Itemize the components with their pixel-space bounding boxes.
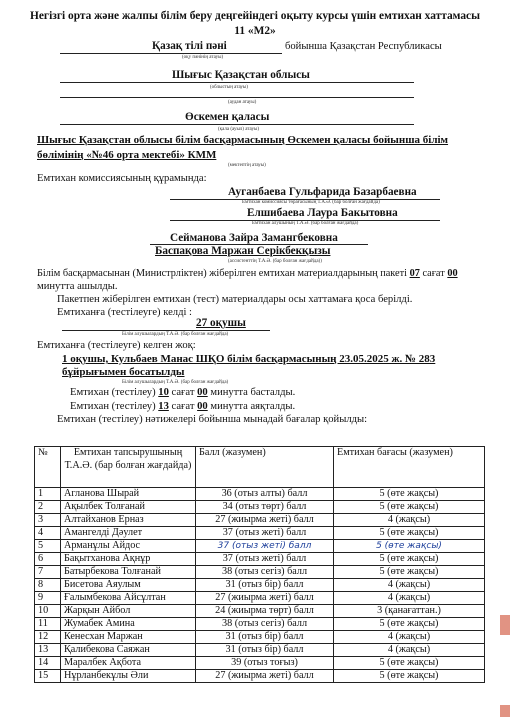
student-name: Алтайханов Ерназ <box>61 514 196 527</box>
row-number: 15 <box>35 670 61 683</box>
grade-cell: 5 (өте жақсы) <box>334 553 485 566</box>
table-row <box>35 514 485 527</box>
results-intro: Емтихан (тестілеу) нәтижелері бойынша мынадай бағалар қойылды: <box>57 414 368 425</box>
row-number: 10 <box>35 605 61 618</box>
package-text-a: Білім басқармасынан (Министрліктен) жіберілген емтихан материалдарының пакеті 07 сағат 00 <box>37 268 458 279</box>
arrived-label: Емтиханға (тестілеуге) келді : <box>57 307 192 318</box>
col-number-header: № <box>35 447 61 488</box>
grade-cell: 4 (жақсы) <box>334 644 485 657</box>
region-underline <box>60 82 414 83</box>
grade-cell: 4 (жақсы) <box>334 579 485 592</box>
grades-body <box>35 488 485 683</box>
row-number: 8 <box>35 579 61 592</box>
table-row <box>35 540 485 553</box>
row-number: 11 <box>35 618 61 631</box>
class-label: 11 «М2» <box>234 25 276 37</box>
package-text-b: минутта ашылды. <box>37 281 118 292</box>
row-number: 5 <box>35 540 61 553</box>
student-name: Агланова Шырай <box>61 488 196 501</box>
city-caption: (қала (ауыл) атауы) <box>218 127 260 132</box>
score-cell: 27 (жиырма жеті) балл <box>196 592 334 605</box>
subject-suffix: бойынша Қазақстан Республикасы <box>285 41 442 52</box>
row-number: 4 <box>35 527 61 540</box>
row-number: 2 <box>35 501 61 514</box>
table-row <box>35 670 485 683</box>
start-hour: 10 <box>158 387 169 398</box>
score-cell: 37 (отыз жеті) балл <box>196 540 334 553</box>
assistants-caption: (ассистенттің Т.А.Ә. (бар болған жағдайда)) <box>228 259 322 264</box>
score-cell: 27 (жиырма жеті) балл <box>196 670 334 683</box>
student-name: Арманұлы Айдос <box>61 540 196 553</box>
score-cell: 31 (отыз бір) балл <box>196 579 334 592</box>
end-minute: 00 <box>197 401 208 412</box>
score-cell: 34 (отыз төрт) балл <box>196 501 334 514</box>
package-minute: 00 <box>447 268 458 279</box>
package-line2: Пакетпен жіберілген емтихан (тест) материалдары осы хаттамаға қоса берілді. <box>57 294 413 305</box>
student-name: Амангелді Дәулет <box>61 527 196 540</box>
grade-cell: 3 (қанағаттан.) <box>334 605 485 618</box>
examiner-caption: Емтихан алушының Т.А.Ә. (бар болған жағдайда) <box>252 221 359 226</box>
document-title: Негізгі орта жəне жалпы білім беру деңгейіндегі оқыту курсы үшін емтихан хаттамасы <box>30 10 480 22</box>
grade-cell: 5 (өте жақсы) <box>334 527 485 540</box>
student-name: Нұрланбекұлы Әли <box>61 670 196 683</box>
start-minute: 00 <box>197 387 208 398</box>
col-score-header: Балл (жазумен) <box>196 447 334 488</box>
table-row <box>35 631 485 644</box>
scan-edge-mark <box>500 615 510 635</box>
score-cell: 39 (отыз тоғыз) <box>196 657 334 670</box>
student-name: Қалибекова Саяжан <box>61 644 196 657</box>
absent-line2: бұйрығымен босатылды <box>62 366 185 378</box>
table-row <box>35 579 485 592</box>
student-name: Кенесхан Маржан <box>61 631 196 644</box>
arrived-underline <box>62 330 270 331</box>
city-underline <box>60 124 414 125</box>
school-line1: Шығыс Қазақстан облысы білім басқармасының Өскемен қаласы бойынша білім <box>37 134 449 146</box>
score-cell: 37 (отыз жеті) балл <box>196 553 334 566</box>
grade-cell: 5 (өте жақсы) <box>334 657 485 670</box>
district-underline <box>60 97 414 98</box>
score-cell: 38 (отыз сегіз) балл <box>196 566 334 579</box>
student-name: Жумабек Амина <box>61 618 196 631</box>
commission-assistant-2: Баспақова Маржан Серікбекқызы <box>155 245 331 257</box>
grade-cell: 4 (жақсы) <box>334 514 485 527</box>
subject-underline <box>60 53 282 54</box>
table-row <box>35 527 485 540</box>
table-row <box>35 644 485 657</box>
col-name-header: Емтихан тапсырушының Т.А.Ә. (бар болған жағдайда) <box>61 447 196 488</box>
school-line2: бөлімінің «№46 орта мектебі» КММ <box>37 149 217 161</box>
chair-caption: Емтихан комиссиясы төрағасының Т.А.Ә. (бар болған жағдайда) <box>242 200 380 205</box>
student-name: Бақытханова Ақнұр <box>61 553 196 566</box>
table-row <box>35 592 485 605</box>
row-number: 12 <box>35 631 61 644</box>
region-caption: (облыстың атауы) <box>210 85 248 90</box>
table-row <box>35 566 485 579</box>
student-name: Жарқын Айбол <box>61 605 196 618</box>
student-name: Ғалымбекова Айсұлтан <box>61 592 196 605</box>
absent-caption: Білім алушылардың Т.А.Ә. (бар болған жағдайда) <box>122 380 229 385</box>
commission-chair: Ауганбаева Гульфарида Базарбаевна <box>228 186 417 198</box>
package-hour: 07 <box>409 268 420 279</box>
grade-cell: 4 (жақсы) <box>334 592 485 605</box>
table-row <box>35 657 485 670</box>
absent-label: Емтиханға (тестілеуге) келген жоқ: <box>37 340 196 351</box>
district-caption: (аудан атауы) <box>228 100 257 105</box>
arrived-value: 27 оқушы <box>196 317 246 329</box>
row-number: 1 <box>35 488 61 501</box>
grade-cell: 5 (өте жақсы) <box>334 618 485 631</box>
score-cell: 31 (отыз бір) балл <box>196 644 334 657</box>
grades-table <box>34 446 485 683</box>
commission-examiner: Елшибаева Лаура Бакытовна <box>247 207 398 219</box>
region-value: Шығыс Қазақстан облысы <box>172 69 310 81</box>
score-cell: 37 (отыз жеті) балл <box>196 527 334 540</box>
score-cell: 24 (жиырма төрт) балл <box>196 605 334 618</box>
score-cell: 38 (отыз сегіз) балл <box>196 618 334 631</box>
row-number: 13 <box>35 644 61 657</box>
score-cell: 31 (отыз бір) балл <box>196 631 334 644</box>
student-name: Ақылбек Толғанай <box>61 501 196 514</box>
row-number: 9 <box>35 592 61 605</box>
city-value: Өскемен қаласы <box>185 111 270 123</box>
table-header-row <box>35 447 485 488</box>
score-cell: 27 (жиырма жеті) балл <box>196 514 334 527</box>
commission-label: Емтихан комиссиясының құрамында: <box>37 173 207 184</box>
table-row <box>35 553 485 566</box>
commission-assistant-1: Сейманова Зайра Замангбековна <box>170 232 338 244</box>
table-row <box>35 501 485 514</box>
student-name: Батырбекова Толғанай <box>61 566 196 579</box>
grade-cell: 5 (өте жақсы) <box>334 670 485 683</box>
grade-cell: 5 (өте жақсы) <box>334 540 485 553</box>
row-number: 14 <box>35 657 61 670</box>
row-number: 7 <box>35 566 61 579</box>
grade-cell: 4 (жақсы) <box>334 631 485 644</box>
table-row <box>35 618 485 631</box>
scan-edge-mark-2 <box>500 705 510 717</box>
absent-line1: 1 оқушы, Кульбаев Манас ШҚО білім басқармасының 23.05.2025 ж. № 283 <box>62 353 436 365</box>
student-name: Бисетова Аяулым <box>61 579 196 592</box>
subject-value: Қазақ тілі пəні <box>152 40 227 52</box>
grade-cell: 5 (өте жақсы) <box>334 566 485 579</box>
grade-cell: 5 (өте жақсы) <box>334 488 485 501</box>
student-name: Маралбек Ақбота <box>61 657 196 670</box>
school-caption: (мектептің атауы) <box>228 163 266 168</box>
end-time: Емтихан (тестілеу) 13 сағат 00 минутта аяқталды. <box>70 401 296 412</box>
subject-caption: (оқу пəнінің атауы) <box>182 55 224 60</box>
row-number: 6 <box>35 553 61 566</box>
score-cell: 36 (отыз алты) балл <box>196 488 334 501</box>
grade-cell: 5 (өте жақсы) <box>334 501 485 514</box>
table-row <box>35 605 485 618</box>
col-grade-header: Емтихан бағасы (жазумен) <box>334 447 485 488</box>
row-number: 3 <box>35 514 61 527</box>
table-row <box>35 488 485 501</box>
end-hour: 13 <box>158 401 169 412</box>
start-time: Емтихан (тестілеу) 10 сағат 00 минутта басталды. <box>70 387 296 398</box>
arrived-caption: Білім алушылардың Т.А.Ә. (бар болған жағдайда) <box>122 332 229 337</box>
